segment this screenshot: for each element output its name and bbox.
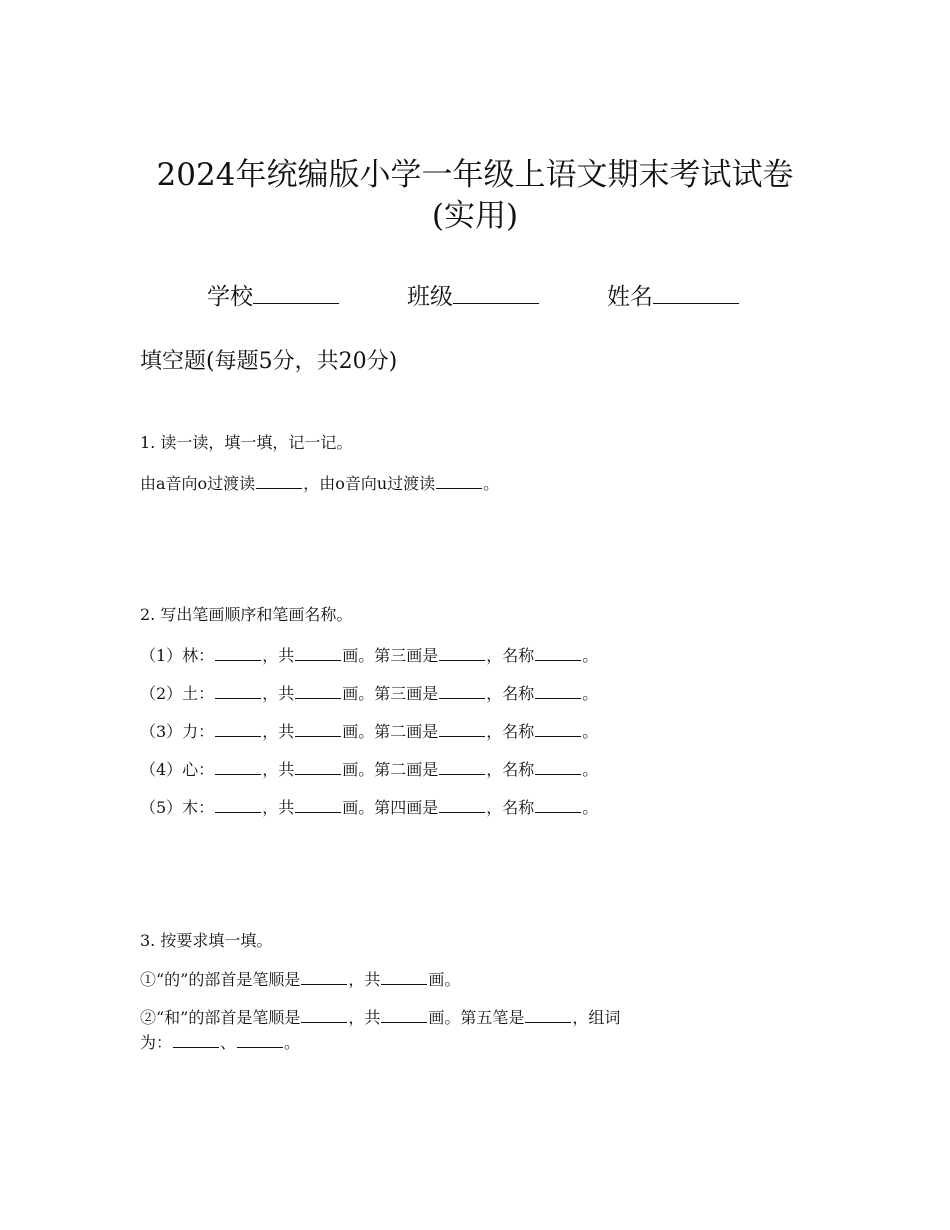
section-heading: 填空题(每题5分，共20分) xyxy=(140,349,398,374)
q2-blank-name[interactable] xyxy=(535,682,581,699)
q2-text: ，名称 xyxy=(486,760,535,779)
q2-text: ，名称 xyxy=(486,798,535,817)
q2-text: 画。第二画是 xyxy=(342,722,439,741)
q2-blank-name[interactable] xyxy=(535,796,581,813)
school-field xyxy=(207,278,339,311)
q2-blank-name[interactable] xyxy=(535,644,581,661)
q2-text: 画。第二画是 xyxy=(342,760,439,779)
q3-text: 画。 xyxy=(428,970,461,989)
q1-blank-2[interactable] xyxy=(436,472,482,489)
page-subtitle: (实用) xyxy=(431,198,519,234)
q2-text: ，名称 xyxy=(486,646,535,665)
q2-row-2 xyxy=(140,682,598,705)
q2-blank-stroke[interactable] xyxy=(439,720,485,737)
q2-blank-order[interactable] xyxy=(215,720,261,737)
q2-text: 画。第四画是 xyxy=(342,798,439,817)
class-field xyxy=(407,278,539,311)
q2-text: 。 xyxy=(582,722,599,741)
q3-item-1 xyxy=(140,968,460,991)
q3-item-2-cont xyxy=(140,1031,300,1054)
student-info-row xyxy=(0,278,950,312)
q2-row-prefix: （3）力： xyxy=(140,722,215,741)
class-blank[interactable] xyxy=(453,281,539,304)
name-label: 姓名 xyxy=(607,284,653,310)
name-field xyxy=(607,278,739,311)
q3-blank[interactable] xyxy=(381,968,427,985)
q2-text: 。 xyxy=(582,760,599,779)
class-label: 班级 xyxy=(407,284,453,310)
q1-text-end: 。 xyxy=(483,474,500,493)
school-label: 学校 xyxy=(207,284,253,310)
q2-row-3 xyxy=(140,720,598,743)
q3-text: ，组词 xyxy=(572,1008,621,1027)
q3-text: 。 xyxy=(284,1033,301,1052)
q2-blank-order[interactable] xyxy=(215,682,261,699)
q3-blank[interactable] xyxy=(301,1006,347,1023)
q2-row-4 xyxy=(140,758,598,781)
q1-text-b: ，由o音向u过渡读 xyxy=(303,474,436,493)
q2-text: 画。第三画是 xyxy=(342,646,439,665)
q3-blank[interactable] xyxy=(525,1006,571,1023)
q2-text: 。 xyxy=(582,684,599,703)
q2-row-prefix: （1）林： xyxy=(140,646,215,665)
q3-text: ，共 xyxy=(348,1008,381,1027)
q2-row-prefix: （5）木： xyxy=(140,798,215,817)
q2-text: 画。第三画是 xyxy=(342,684,439,703)
q2-row-prefix: （2）土： xyxy=(140,684,215,703)
q3-blank[interactable] xyxy=(173,1031,219,1048)
q2-blank-stroke[interactable] xyxy=(439,758,485,775)
q3-text: ，共 xyxy=(348,970,381,989)
q1-line xyxy=(140,472,499,495)
q3-text: ②“和”的部首是笔顺是 xyxy=(140,1008,301,1027)
q2-blank-name[interactable] xyxy=(535,758,581,775)
q2-blank-stroke[interactable] xyxy=(439,644,485,661)
q2-text: ，共 xyxy=(262,722,295,741)
q2-text: ，名称 xyxy=(486,722,535,741)
q2-text: ，共 xyxy=(262,646,295,665)
q3-text: 画。第五笔是 xyxy=(428,1008,525,1027)
q2-blank-name[interactable] xyxy=(535,720,581,737)
school-blank[interactable] xyxy=(253,281,339,304)
q1-title: 1. 读一读，填一填，记一记。 xyxy=(140,433,353,452)
q2-blank-order[interactable] xyxy=(215,644,261,661)
q3-text: 、 xyxy=(220,1033,237,1052)
q2-text: ，名称 xyxy=(486,684,535,703)
q1-blank-1[interactable] xyxy=(256,472,302,489)
name-blank[interactable] xyxy=(653,281,739,304)
q2-text: ，共 xyxy=(262,684,295,703)
q2-blank-stroke[interactable] xyxy=(439,682,485,699)
page-title: 2024年统编版小学一年级上语文期末考试试卷 xyxy=(156,157,794,193)
q2-blank-count[interactable] xyxy=(295,796,341,813)
q1-text-a: 由a音向o过渡读 xyxy=(140,474,256,493)
q2-blank-count[interactable] xyxy=(295,720,341,737)
q2-row-5 xyxy=(140,796,598,819)
q3-blank[interactable] xyxy=(237,1031,283,1048)
q2-blank-count[interactable] xyxy=(295,644,341,661)
q2-blank-count[interactable] xyxy=(295,758,341,775)
q2-blank-order[interactable] xyxy=(215,796,261,813)
q2-row-prefix: （4）心： xyxy=(140,760,215,779)
q3-item-2 xyxy=(140,1006,620,1029)
q2-text: ，共 xyxy=(262,798,295,817)
q3-title: 3. 按要求填一填。 xyxy=(140,931,273,950)
q2-row-1 xyxy=(140,644,598,667)
q2-text: 。 xyxy=(582,798,599,817)
q3-text: 为： xyxy=(140,1033,173,1052)
q2-blank-count[interactable] xyxy=(295,682,341,699)
q2-text: 。 xyxy=(582,646,599,665)
q2-text: ，共 xyxy=(262,760,295,779)
q3-blank[interactable] xyxy=(301,968,347,985)
q3-blank[interactable] xyxy=(381,1006,427,1023)
q3-text: ①“的”的部首是笔顺是 xyxy=(140,970,301,989)
q2-blank-stroke[interactable] xyxy=(439,796,485,813)
q2-blank-order[interactable] xyxy=(215,758,261,775)
q2-title: 2. 写出笔画顺序和笔画名称。 xyxy=(140,605,353,624)
